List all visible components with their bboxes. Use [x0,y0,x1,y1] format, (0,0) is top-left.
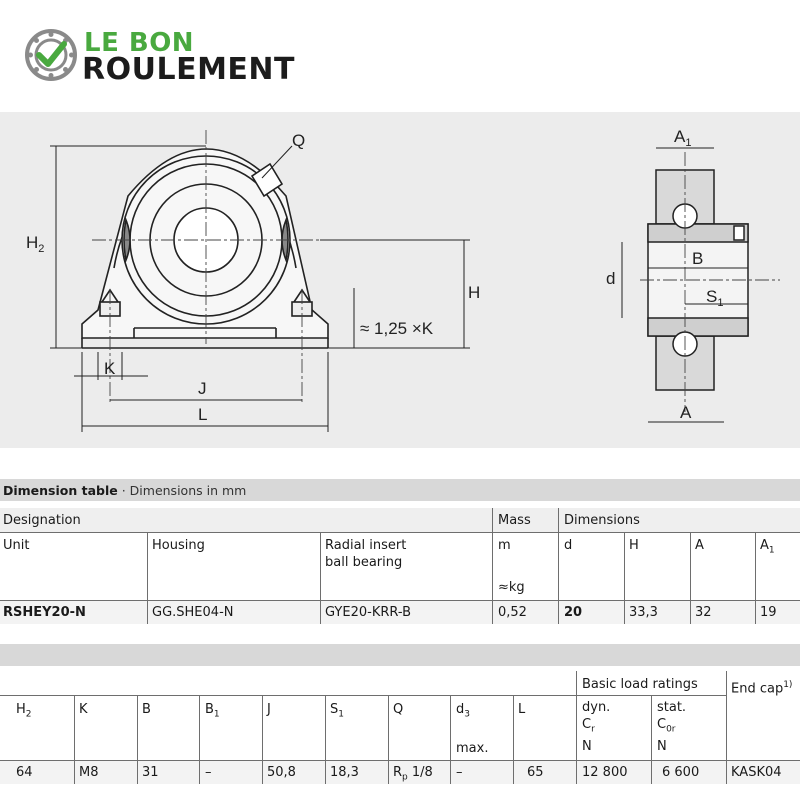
brand-line2: ROULEMENT [82,52,295,87]
row2-end-cap: KASK04 [731,765,782,780]
table2-col-divider [74,695,75,784]
col-cr: $C_r$ [582,717,595,735]
row2-d3: – [456,765,463,780]
col-ball-bearing: ball bearing [325,555,403,570]
col-d: d [564,538,573,553]
col-l: L [518,702,526,717]
col-approx-kg: ≈kg [498,580,525,595]
row-a: 32 [695,605,712,620]
table1-col-divider [690,532,691,624]
row2-k: M8 [79,765,99,780]
table2-header-bar [0,644,800,666]
dimension-table-header [0,479,800,501]
row2-h2: 64 [16,765,33,780]
col-unit: Unit [3,538,30,553]
row-a1: 19 [760,605,777,620]
row2-c0r: 6 600 [662,765,700,780]
label-h2: $H_2$ [26,233,45,255]
bearing-check-logo-icon [24,28,78,82]
row-housing: GG.SHE04-N [152,605,234,620]
table2-col-divider [576,671,577,784]
technical-drawing [0,112,800,448]
table2-col-divider [651,695,652,784]
label-k: K [104,359,116,378]
table1-col-divider [558,508,559,624]
label-l: L [198,405,208,424]
col-s1: $S_1$ [330,702,344,720]
col-mass: Mass [498,513,531,528]
table1-divider [0,600,800,601]
label-a1: $A_1$ [674,127,692,149]
table2-col-divider [388,695,389,784]
table1-group-row [0,508,800,532]
col-m: m [498,538,511,553]
col-a1: $A_1$ [760,538,775,556]
col-c0r-unit: N [657,739,667,754]
col-cr-unit: N [582,739,592,754]
table2-col-divider [726,671,727,784]
col-radial-insert: Radial insert [325,538,407,553]
col-c0r: $C_{0r}$ [657,717,676,735]
table2-divider [0,760,800,761]
col-h2: $H_2$ [16,702,32,720]
row-mass: 0,52 [498,605,527,620]
label-q: Q [292,131,306,150]
table1-col-divider [147,532,148,624]
col-b: B [142,702,151,717]
row2-l: 65 [527,765,544,780]
label-offset: ≈ 1,25 ×K [360,319,434,338]
col-basic-load: Basic load ratings [582,677,698,692]
table2-col-divider [262,695,263,784]
row-unit: RSHEY20-N [3,605,86,620]
label-d: d [606,269,616,288]
label-h: H [468,283,481,302]
row-d: 20 [564,605,583,620]
table2-col-divider [450,695,451,784]
table1-divider [0,532,800,533]
label-b: B [692,249,704,268]
col-d3: $d_3$ [456,702,470,720]
label-a: A [680,403,692,422]
brand-logo [24,26,304,88]
label-s1: $S_1$ [706,287,724,309]
table2-col-divider [513,695,514,784]
table1-col-divider [624,532,625,624]
row2-cr: 12 800 [582,765,628,780]
dimension-table-subtitle: · Dimensions in mm [117,483,247,498]
row2-b: 31 [142,765,159,780]
table1-col-divider [320,532,321,624]
table1-col-divider [492,508,493,624]
col-q: Q [393,702,404,717]
drawing-svg [0,112,800,448]
row2-s1: 18,3 [330,765,359,780]
brand-line1: LE BON [84,28,195,58]
col-stat: stat. [657,700,687,715]
row2-b1: – [205,765,212,780]
col-end-cap: End cap$^{1)}$ [731,680,793,697]
table2-col-divider [325,695,326,784]
table2-divider [0,695,726,696]
col-housing: Housing [152,538,205,553]
label-j: J [198,379,207,398]
col-dyn: dyn. [582,700,611,715]
dimension-table-title: Dimension table [3,483,118,498]
col-b1: $B_1$ [205,702,220,720]
row-h: 33,3 [629,605,658,620]
table1-col-divider [755,532,756,624]
table2-col-divider [199,695,200,784]
row2-j: 50,8 [267,765,296,780]
col-designation: Designation [3,513,81,528]
col-a: A [695,538,704,553]
col-j: J [267,702,271,717]
col-d3-max: max. [456,741,489,756]
col-k: K [79,702,88,717]
table2-col-divider [137,695,138,784]
row2-q: $R_p$ 1/8 [393,765,433,783]
col-dimensions: Dimensions [564,513,640,528]
row-bearing: GYE20-KRR-B [325,605,412,620]
col-h: H [629,538,639,553]
